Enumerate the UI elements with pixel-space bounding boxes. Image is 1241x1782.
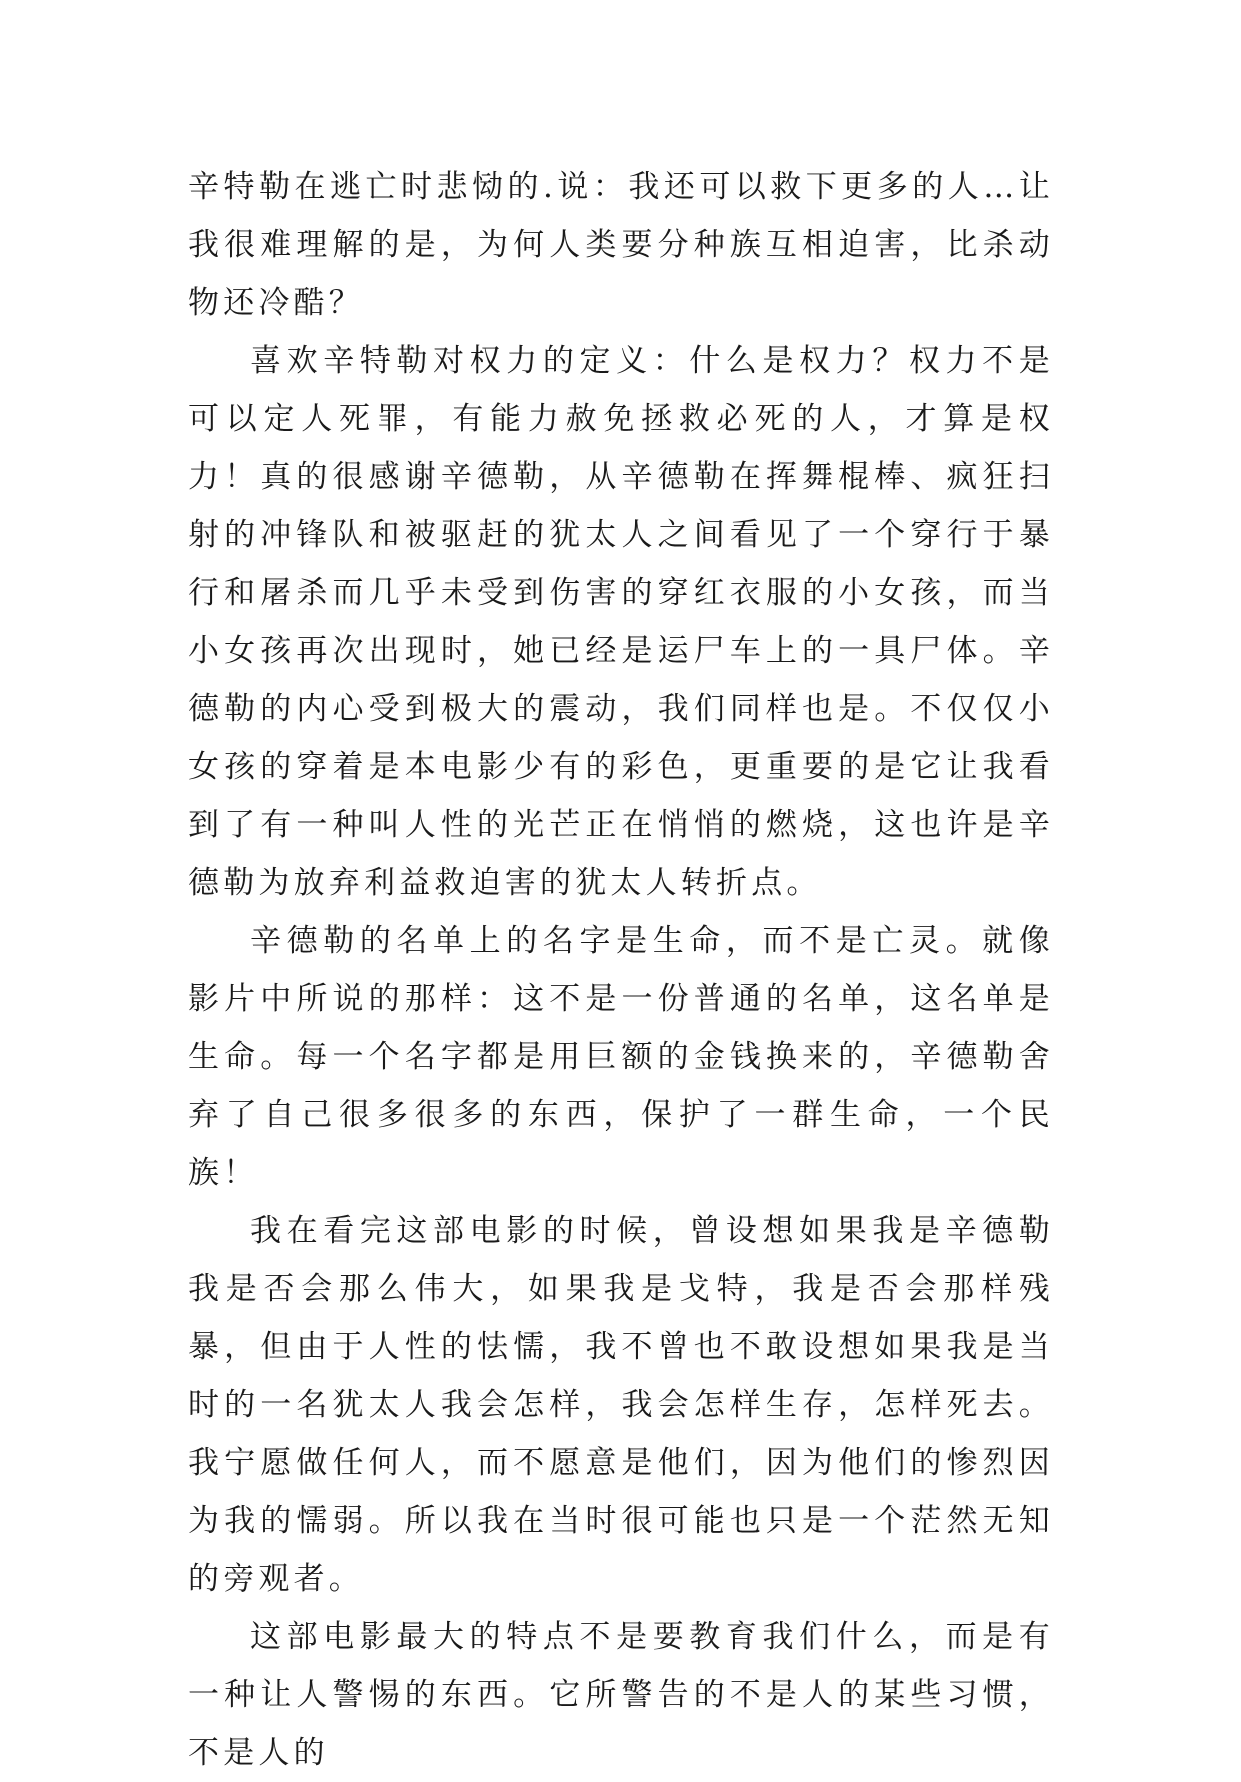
paragraph-4: 我在看完这部电影的时候，曾设想如果我是辛德勒我是否会那么伟大，如果我是戈特，我是否会那样残暴，但由于人性的怯懦，我不曾也不敢设想如果我是当时的一名犹太人我会怎样，我会怎样生存，怎样死去。我宁愿做任何人，而不愿意是他们，因为他们的惨烈因为我的懦弱。所以我在当时很可能也只是一个茫然无知的旁观者。 bbox=[188, 1213, 1054, 1597]
document-body bbox=[188, 158, 1054, 1782]
paragraph-1: 辛特勒在逃亡时悲恸的.说：我还可以救下更多的人…让我很难理解的是，为何人类要分种族互相迫害，比杀动物还冷酷？ bbox=[188, 169, 1054, 321]
paragraph-2: 喜欢辛特勒对权力的定义：什么是权力？权力不是可以定人死罪，有能力赦免拯救必死的人，才算是权力！真的很感谢辛德勒，从辛德勒在挥舞棍棒、疯狂扫射的冲锋队和被驱赶的犹太人之间看见了一个穿行于暴行和屠杀而几乎未受到伤害的穿红衣服的小女孩，而当小女孩再次出现时，她已经是运尸车上的一具尸体。辛德勒的内心受到极大的震动，我们同样也是。不仅仅小女孩的穿着是本电影少有的彩色，更重要的是它让我看到了有一种叫人性的光芒正在悄悄的燃烧，这也许是辛德勒为放弃利益救迫害的犹太人转折点。 bbox=[188, 343, 1054, 901]
paragraph-3: 辛德勒的名单上的名字是生命，而不是亡灵。就像影片中所说的那样：这不是一份普通的名单，这名单是生命。每一个名字都是用巨额的金钱换来的，辛德勒舍弃了自己很多很多的东西，保护了一群生命，一个民族！ bbox=[188, 923, 1054, 1191]
paragraph-5: 这部电影最大的特点不是要教育我们什么，而是有一种让人警惕的东西。它所警告的不是人的某些习惯，不是人的 bbox=[188, 1619, 1054, 1771]
